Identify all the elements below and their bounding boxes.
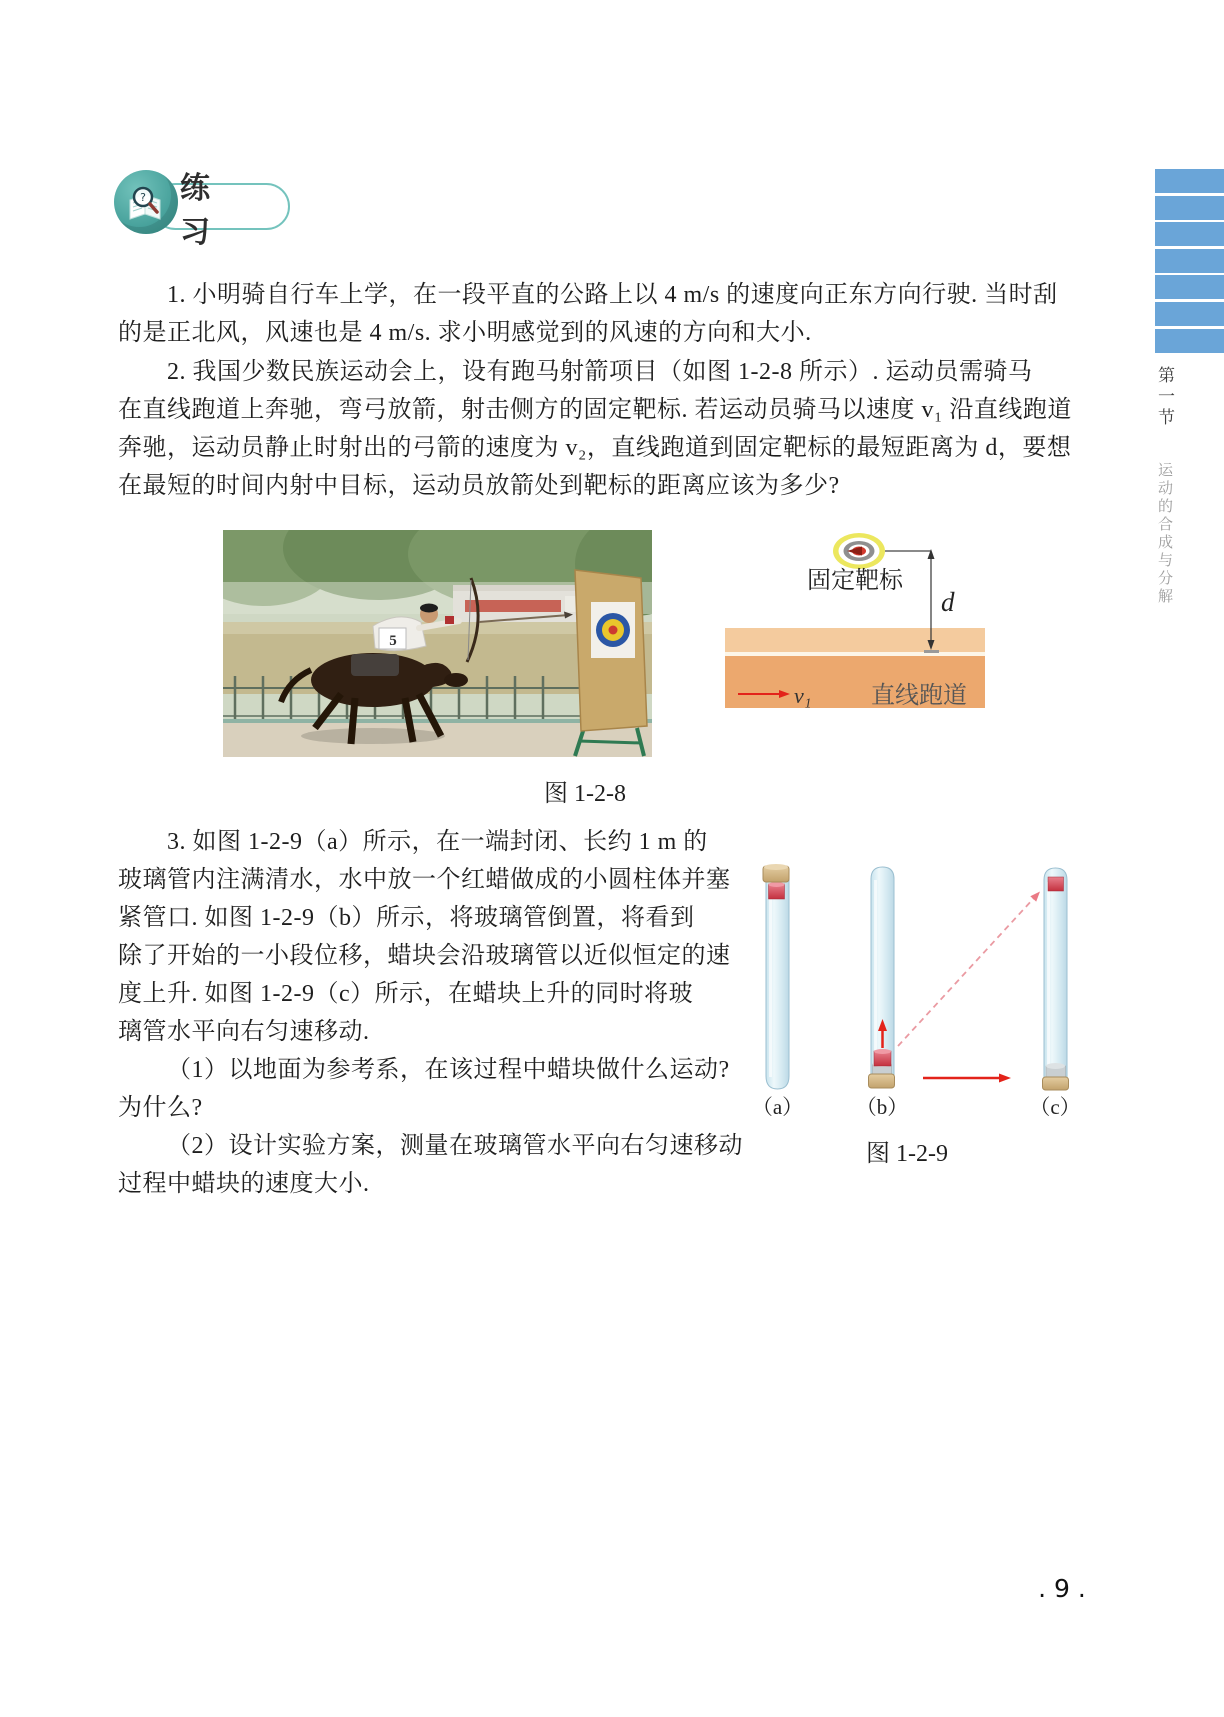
svg-text:?: ? xyxy=(140,191,146,204)
problem-2 xyxy=(118,353,1072,505)
tube-label-c: （c） xyxy=(1029,1095,1081,1119)
sidebar-section-label: 运动的合成与分解 xyxy=(1156,462,1173,606)
tab-strip xyxy=(1155,222,1224,246)
problem-2-line: 在直线跑道上奔驰，弯弓放箭，射击侧方的固定靶标. 若运动员骑马以速度 v₁ 沿直线跑道 xyxy=(118,397,1072,423)
velocity-label: v₁ xyxy=(794,683,812,708)
problem-3-line: （1）以地面为参考系，在该过程中蜡块做什么运动? xyxy=(167,1057,730,1083)
page-number: . 9 . xyxy=(1038,1574,1086,1603)
problem-1-line: 1. 小明骑自行车上学，在一段平直的公路上以 4 m/s 的速度向正东方向行驶. 当时刮 xyxy=(167,282,1058,308)
glass-tube-c xyxy=(1043,868,1069,1090)
magnifier-book-icon xyxy=(114,170,178,234)
problem-3-line: 璃管水平向右匀速移动. xyxy=(118,1019,370,1045)
exercise-badge-label: 练 习 xyxy=(180,171,224,249)
problem-1-line: 的是正北风，风速也是 4 m/s. 求小明感觉到的风速的方向和大小. xyxy=(118,320,812,346)
rider-bib-number: 5 xyxy=(389,633,397,649)
tab-strip xyxy=(1155,196,1224,220)
problem-1 xyxy=(118,276,1058,352)
glass-tube-b xyxy=(869,867,895,1088)
distance-label: d xyxy=(941,587,955,617)
problem-3-line: 3. 如图 1-2-9（a）所示，在一端封闭、长约 1 m 的 xyxy=(167,829,708,855)
problem-3-line: 度上升. 如图 1-2-9（c）所示，在蜡块上升的同时将玻 xyxy=(118,981,694,1007)
tab-strip xyxy=(1155,275,1224,299)
tab-strip xyxy=(1155,302,1224,326)
exercise-badge-circle xyxy=(114,170,178,234)
problem-2-line: 在最短的时间内射中目标，运动员放箭处到靶标的距离应该为多少? xyxy=(118,473,840,499)
problem-3-line: 过程中蜡块的速度大小. xyxy=(118,1171,370,1197)
cork-c xyxy=(1043,1077,1069,1090)
figure-1-2-9-diagram xyxy=(690,850,1120,1125)
cork-b xyxy=(869,1074,895,1088)
wax-block-c xyxy=(1048,877,1064,891)
problem-3-line: 紧管口. 如图 1-2-9（b）所示，将玻璃管倒置，将看到 xyxy=(118,905,695,931)
problem-3-line: 为什么? xyxy=(118,1095,203,1121)
problem-2-line: 奔驰，运动员静止时射出的弓箭的速度为 v₂，直线跑道到固定靶标的最短距离为 d，要想 xyxy=(118,435,1072,461)
sidebar-chapter-label: 第一节 xyxy=(1155,366,1174,429)
figure-1-2-8-caption: 图 1-2-8 xyxy=(544,781,626,807)
problem-3-line: 除了开始的一小段位移，蜡块会沿玻璃管以近似恒定的速 xyxy=(118,943,731,969)
problem-3-line: （2）设计实验方案，测量在玻璃管水平向右匀速移动 xyxy=(167,1133,743,1159)
figure-1-2-9-caption: 图 1-2-9 xyxy=(866,1141,948,1167)
resultant-dashed-arrow xyxy=(898,892,1040,1047)
glass-tube-a xyxy=(763,864,789,1089)
tab-strip xyxy=(1155,329,1224,353)
problem-3-line: 玻璃管内注满清水，水中放一个红蜡做成的小圆柱体并塞 xyxy=(118,867,731,893)
tab-strip xyxy=(1155,249,1224,273)
photo-horseback-archery xyxy=(223,530,652,757)
problem-3 xyxy=(118,823,743,1203)
problem-2-line: 2. 我国少数民族运动会上，设有跑马射箭项目（如图 1-2-8 所示）. 运动员需骑马 xyxy=(167,359,1033,385)
target-icon xyxy=(833,533,885,569)
target-label: 固定靶标 xyxy=(807,568,903,594)
horizontal-motion-arrow xyxy=(923,1074,1011,1083)
section-sidebar xyxy=(1152,366,1177,626)
tube-label-a: （a） xyxy=(751,1095,804,1119)
chapter-tab-strips xyxy=(1155,169,1224,353)
track-label: 直线跑道 xyxy=(871,683,967,709)
tube-label-b: （b） xyxy=(855,1095,909,1119)
tab-strip xyxy=(1155,169,1224,193)
figure-1-2-8-diagram xyxy=(700,520,1010,720)
